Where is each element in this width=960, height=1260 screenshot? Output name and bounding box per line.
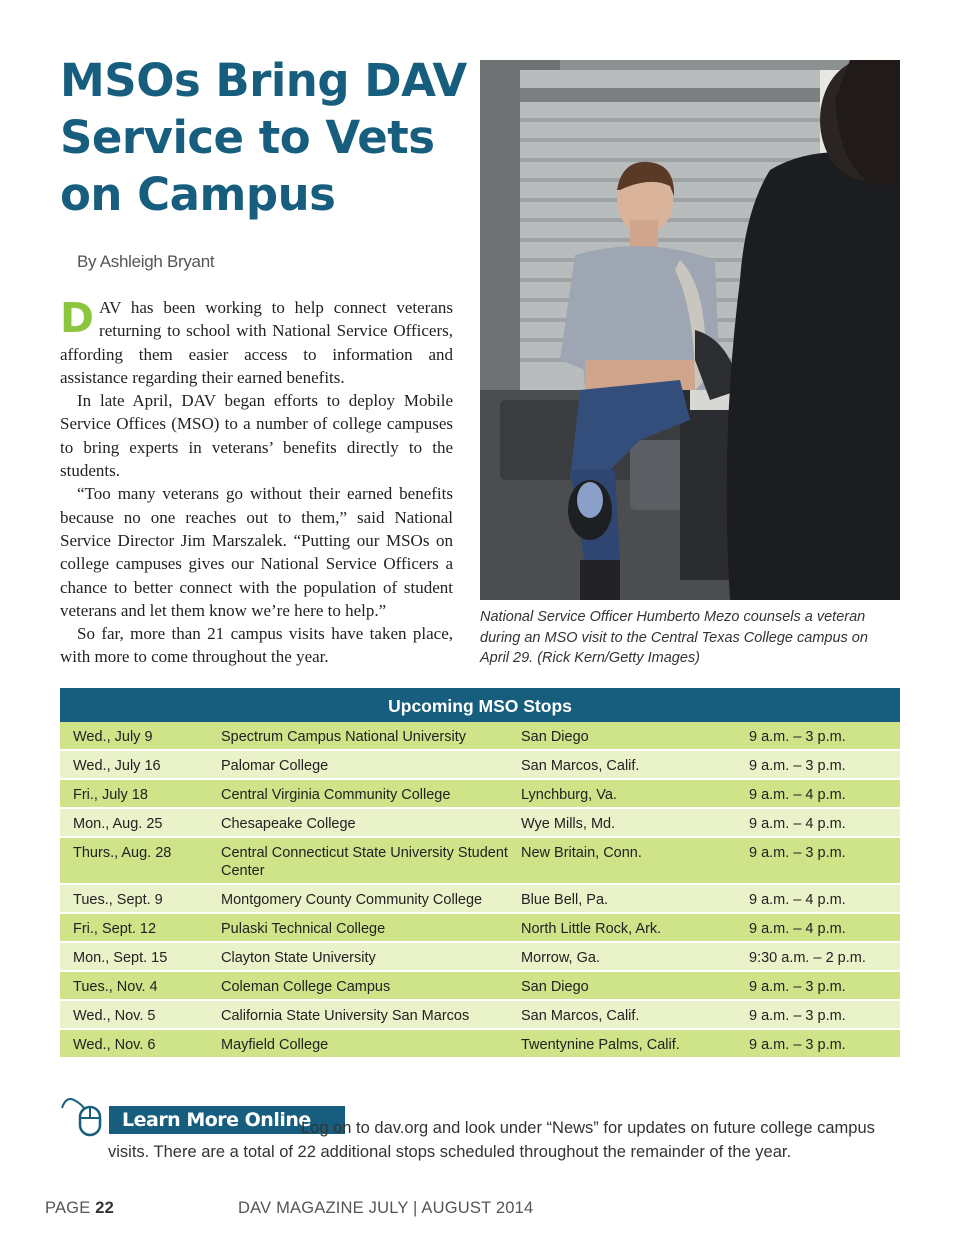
photo-caption: National Service Officer Humberto Mezo counsels a veteran during an MSO visit to the Central Texas College campus on April 29. (Rick Kern/Getty Images) [480, 609, 868, 666]
table-row [60, 750, 900, 779]
stop-time: 9 a.m. – 3 p.m. [749, 1008, 846, 1024]
stop-date: Wed., July 16 [73, 758, 161, 774]
stop-time: 9 a.m. – 3 p.m. [749, 1037, 846, 1053]
headline-line-2: Service to Vets [60, 111, 435, 164]
learn-more-label: Learn More Online [109, 1106, 345, 1134]
learn-more-box [60, 1094, 900, 1174]
stop-location: Morrow, Ga. [521, 950, 600, 966]
stop-school: California State University San Marcos [221, 1008, 470, 1024]
stop-location: San Marcos, Calif. [521, 758, 640, 774]
stop-location: Lynchburg, Va. [521, 787, 617, 803]
table-row [60, 971, 900, 1000]
byline: By Ashleigh Bryant [77, 252, 215, 271]
stop-location: New Britain, Conn. [521, 845, 642, 861]
headline-line-3: on Campus [60, 168, 336, 221]
stop-date: Fri., July 18 [73, 787, 148, 803]
magazine-issue: DAV MAGAZINE JULY | AUGUST 2014 [238, 1199, 534, 1217]
learn-more-text: Log on to dav.org and look under “News” for updates on future college campus visits. There are a total of 22 additional stops scheduled throughout the remainder of the year. [108, 1119, 875, 1161]
schedule-table [60, 722, 900, 1059]
stop-date: Wed., Nov. 5 [73, 1008, 156, 1024]
table-row [60, 722, 900, 750]
stop-date: Thurs., Aug. 28 [73, 845, 172, 861]
stop-school: Clayton State University [221, 950, 376, 966]
stop-time: 9:30 a.m. – 2 p.m. [749, 950, 866, 966]
stop-location: San Diego [521, 729, 589, 745]
stop-time: 9 a.m. – 3 p.m. [749, 845, 846, 861]
stop-time: 9 a.m. – 3 p.m. [749, 758, 846, 774]
stop-location: Wye Mills, Md. [521, 816, 616, 832]
stop-location: San Marcos, Calif. [521, 1008, 640, 1024]
table-row [60, 779, 900, 808]
stop-school: Montgomery County Community College [221, 892, 483, 908]
stop-time: 9 a.m. – 3 p.m. [749, 979, 846, 995]
table-row [60, 837, 900, 884]
table-row [60, 942, 900, 971]
stop-location: Twentynine Palms, Calif. [521, 1037, 680, 1053]
stop-date: Wed., Nov. 6 [73, 1037, 156, 1053]
stop-date: Wed., July 9 [73, 729, 153, 745]
stop-date: Mon., Sept. 15 [73, 950, 168, 966]
stop-school: Coleman College Campus [221, 979, 391, 995]
paragraph-1-text: AV has been working to help connect veterans returning to school with National Service Officers, affording them easier access to information and assistance regarding their earned benefits. [60, 298, 453, 387]
stop-location: San Diego [521, 979, 589, 995]
schedule-title: Upcoming MSO Stops [60, 688, 900, 722]
schedule-rows [60, 722, 900, 1058]
stop-school: Palomar College [221, 758, 329, 774]
article-body [60, 296, 453, 669]
page-number [45, 1199, 114, 1218]
stop-school: Chesapeake College [221, 816, 356, 832]
paragraph-3: “Too many veterans go without their earned benefits because no one reaches out to them,” said National Service Director Jim Marszalek. “Putting our MSOs on college campuses gives our National Service Officers a chance to better connect with the population of student veterans and let them know we’re here to help.” [60, 484, 453, 620]
stop-location: North Little Rock, Ark. [521, 921, 662, 937]
stop-date: Tues., Nov. 4 [73, 979, 158, 995]
page-number-value: 22 [95, 1199, 114, 1217]
paragraph-1 [60, 296, 453, 389]
stop-time: 9 a.m. – 4 p.m. [749, 787, 846, 803]
page-prefix: PAGE [45, 1199, 91, 1217]
paragraph-2: In late April, DAV began efforts to deploy Mobile Service Offices (MSO) to a number of college campuses to bring experts in veterans’ benefits directly to the students. [60, 391, 453, 481]
paragraph-4: So far, more than 21 campus visits have taken place, with more to come throughout the year. [60, 624, 453, 667]
stop-time: 9 a.m. – 3 p.m. [749, 729, 846, 745]
table-row [60, 1000, 900, 1029]
table-row [60, 808, 900, 837]
photo-illustration [480, 60, 900, 600]
stop-school: Central Virginia Community College [221, 787, 451, 803]
stop-location: Blue Bell, Pa. [521, 892, 609, 908]
stop-date: Mon., Aug. 25 [73, 816, 163, 832]
stop-date: Tues., Sept. 9 [73, 892, 163, 908]
mso-schedule [60, 688, 900, 1059]
table-row [60, 884, 900, 913]
stop-time: 9 a.m. – 4 p.m. [749, 921, 846, 937]
article-headline [60, 52, 480, 223]
drop-cap: D [60, 294, 95, 342]
stop-time: 9 a.m. – 4 p.m. [749, 816, 846, 832]
stop-school: Mayfield College [221, 1037, 329, 1053]
stop-school: Pulaski Technical College [221, 921, 386, 937]
table-row [60, 913, 900, 942]
computer-mouse-icon [60, 1094, 106, 1138]
stop-school: Central Connecticut State University Student Center [221, 845, 508, 879]
stop-school: Spectrum Campus National University [221, 729, 466, 745]
article-photo [480, 60, 900, 600]
table-row [60, 1029, 900, 1058]
headline-line-1: MSOs Bring DAV [60, 54, 467, 107]
stop-date: Fri., Sept. 12 [73, 921, 157, 937]
stop-time: 9 a.m. – 4 p.m. [749, 892, 846, 908]
